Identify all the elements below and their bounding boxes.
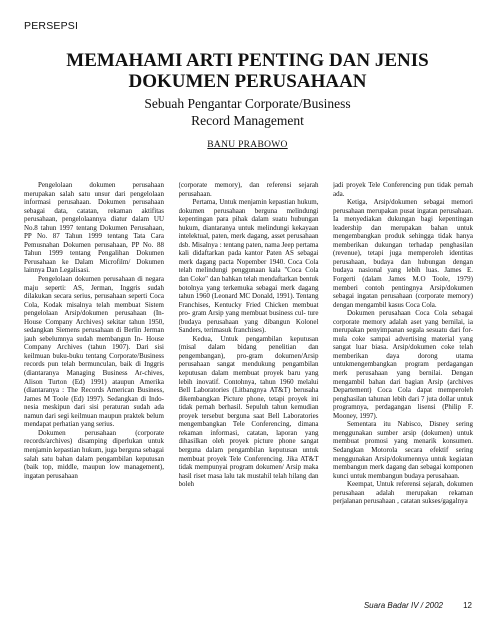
paragraph: Keempat, Untuk referensi sejarah, dokumen perusahaan adalah merupakan rekaman perjalanan perusahaan , catatan sukses/gagalnya (333, 480, 473, 506)
paragraph: Dokumen perusahaan (corporate records/archives) disamping diperlukan untuk menjamin kepastian hukum, juga berguna sebagai salah satu bahan dalam pengambilan keputusan (baik top, middle, maupun low management), ingatan perusahaan (24, 428, 164, 480)
paragraph: Kedua, Untuk pengambilan keputusan (misal dalam bidang penelitian dan pengembangan), pro-gram dokumen/Arsip perusahaan sangat mendukung pengambilan keputusan dalam membuat proyek baru yang lebih inovatif. Contohnya, tahun 1960 melalui Bell Laboratories (Litbangnya AT&T) berusaha dikembangkan Picture phone, tetapi proyek ini tidak pernah berhasil. Sepuluh tahun kemudian proyek tersebut berguna saat Bell Laboratories mengembangkan Tele Conferencing, dimana rekaman informasi, catatan, laporan yang dihasilkan oleh proyek picture phone sangat berguna dalam pengambilan keputusan untuk membuat proyek Tele Conferencing. Jika AT&T tidak mempunyai program dokumen/ Arsip maka hasil riset masa lalu tak mustahil telah hilang dan boleh (178, 334, 319, 489)
paragraph: Ketiga, Arsip/dokumen sebagai memori perusahaan merupakan pusat ingatan perusahaan. Ia menyediakan dukungan bagi kepentingan leadership dan merupakan bahan untuk mengembangkan produk sehingga tidak hanya memberikan dukungan terhadap penghasilan (revenue), tetapi juga memperoleh identitas perusahaan, budaya dan hubungan dengan budaya nasional yang lebih luas. James E. Forgerti (dalam James M.O Toole, 1979) memberi contoh pentingnya Arsip/dokumen sebagai ingatan perusahaan (corporate memory) dengan mengambil kasus Coca Cola. (333, 198, 473, 309)
author-byline: BANU PRABOWO (207, 140, 288, 150)
column-1 (24, 181, 164, 591)
paragraph: Pengelolaan dokumen perusahaan di negara maju seperti: AS, Jerman, Inggris sudah dilakukan secara serius, perusahaan seperti Coca Cola, Kodak misalnya telah membuat Sistem pengelolaan Arsip/dokumen perusahaan (In-House Company Archives) sekitar tahun 1950, sedangkan Siemens perusahaan di Berlin Jerman jauh sebelumnya sudah membangun In- House Company Archives (tahun 1907). Dari sisi keilmuan buku-buku tentang Corporate/Business records pun telah bermunculan, baik di Inggris (diantaranya Managing Business Ar-chives, Alison Turton (Ed) 1991) ataupun Amerika (diantaranya : The Records American Business, James M Toole (Ed) 1997). Sedangkan di Indo-nesia meskipun dari sisi peraturan sudah ada namun dari segi keilmuan maupun praktek belum mendapat perhatian yang serius. (24, 275, 164, 429)
section-label: PERSEPSI (24, 20, 79, 32)
publication-footer: Suara Badar IV / 2002 (363, 601, 443, 610)
page-number: 12 (463, 601, 472, 610)
subtitle-line-1: Sebuah Pengantar Corporate/Business (144, 96, 351, 111)
title-line-2: DOKUMEN PERUSAHAAN (128, 71, 367, 92)
article-subtitle (0, 95, 495, 129)
title-line-1: MEMAHAMI ARTI PENTING DAN JENIS (66, 50, 429, 71)
paragraph: Pertama, Untuk menjamin kepastian hukum, dokumen perusahaan berguna melindungi kepentingan para pihak dalam suatu hubungan hukum, diantaranya untuk melindungi kekayaan intelektual, paten, merk dagang, asset perusahaan dsb. Misalnya : tentang paten, nama Jeep pertama kali didaftarkan pada kantor Paten AS sebagai merk dagang pacta Nopember 1940. Coca Cola telah melindungi penggunaan kala "Coca Cola dan Coke" dan bahkan telah mendaftarkan bentuk botolnya yang terkemuka sebagai merk dagang tahun 1960 (Leonard MC Donald, 1991). Tentang Franchises, Kentucky Fried Chicken membuat pro- gram Arsip yang membuat business cul- ture (budaya perusahaan yang dibangun Kolonel Sanders, terimasuk franchises). (178, 198, 319, 335)
paragraph: Sementara itu Nabisco, Disney sering menggunakan sumber arsip (dokumen) untuk membuat promosi yang menarik konsumen. Sedangkan Motorola secara efektif sering menggunakan Arsip/dokumennya untuk kegiatan membangun merk dagang dan sebagai komponen kunci untuk membangun budaya perusahaan. (333, 420, 473, 480)
paragraph: (corporate memory), dan referensi sejarah perusahaan. (178, 181, 319, 198)
body-columns (24, 181, 473, 591)
column-2 (179, 181, 319, 591)
paragraph: Pengelolaan dokumen perusahaan merupakan salah satu unsur dari pengelolaan informasi perusahaan. Dokumen perusahaan sebagai data, catatan, rekaman aktifitas perusahaan, pengelolaannya diatur dalam UU No.8 tahun 1997 tentang Dokumen Perusahaan, PP No. 87 Tahun 1999 tentang Tata Cara Pemusnahan Dokumen perusahaan, PP No. 88 Tahun 1999 tentang Pengalihan Dokumen Perusahaan ke Dalam Microfilm/ Dokumen lainnya Dan Legalisasi. (24, 181, 164, 275)
subtitle-line-2: Record Management (191, 113, 304, 128)
paragraph: Dokumen perusahaan Coca Cola sebagai corporate memory adalah aset yang bernilai, ia merupakan penyimpanan segala sesuatu dari for-mula coke sampai advertising material yang sangat luar biasa. Arsip/dokumen coke telah memberikan daya dorong utama untukmengembangkan program perdagangan merk perusahaan yang bernilai. Dengan mengambil bahan dari bagian Arsip (archives Departement) Coca Cola dapat memperoleh penghasilan tahunan lebih dari 7 juta dollar untuk programnya, perdagangan lisensi (Philip F. Mooney, 1997). (333, 309, 473, 420)
article-title (0, 50, 495, 92)
paragraph: jadi proyek Tele Conferencing pun tidak pernah ada. (333, 181, 473, 198)
column-3 (333, 181, 473, 591)
